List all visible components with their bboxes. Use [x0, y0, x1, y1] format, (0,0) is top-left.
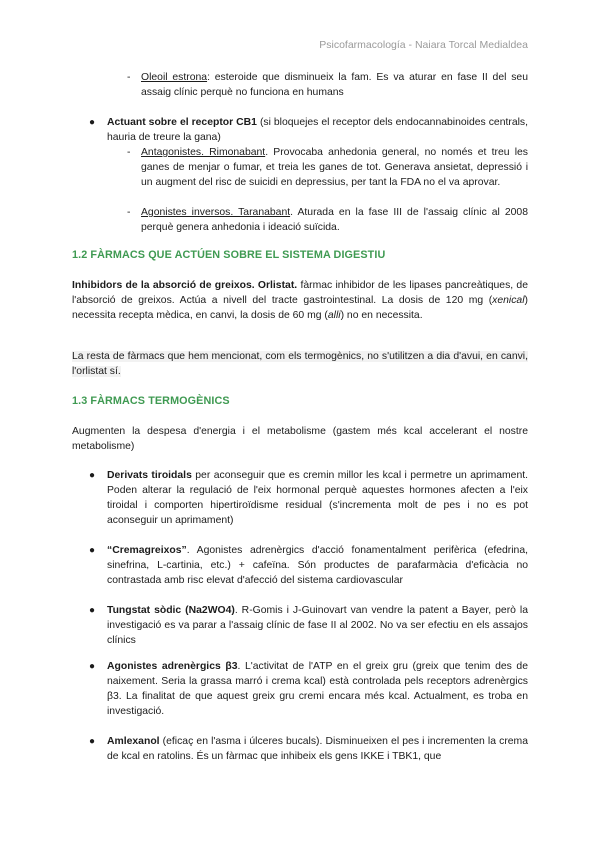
- bullet-text: . Agonistes adrenèrgics d'acció fonamentalment perifèrica (efedrina, sinefrina, L-cartinia, etc.) + cafeïna. Són productes de parafarmàcia d'eficàcia no contrastada amb risc elevat d'afecció del sistema cardiovascular: [107, 545, 528, 586]
- dash-bullet: -: [127, 72, 131, 83]
- brand-name: alli: [327, 310, 341, 321]
- brand-name: xenical: [492, 295, 525, 306]
- paragraph-orlistat: [72, 278, 528, 323]
- bullet-title: “Cremagreixos”: [107, 545, 187, 556]
- sub-item-taranabant: [127, 205, 528, 235]
- bullet-title: Tungstat sòdic (Na2WO4): [107, 605, 235, 616]
- bullet-text: . R-Gomis i J-Guinovart van vendre la patent a Bayer, però la investigació es va parar a l'assaig clínic de fase II al 2002. No va ser efectiu en els assajos clínics: [107, 605, 528, 646]
- bullet-cremagreixos: [72, 543, 528, 588]
- bullet-text: . L'activitat de l'ATP en el greix gru (greix que tenim des de naixement. Seria la grassa marró i crema kcal) està controlada pels receptors adrenèrgics β3. La finalitat de que aquest greix gru cremi encara més kcal. Actualment, es troba en investigació.: [107, 661, 528, 717]
- drug-name: Antagonistes. Rimonabant: [141, 147, 266, 158]
- sub-item-text: [141, 70, 528, 100]
- text-part: ) no en necessita.: [340, 310, 423, 321]
- bullet-amlexanol: [72, 734, 528, 764]
- bullet-tungstat-sodic: [72, 603, 528, 648]
- drug-name: Agonistes inversos. Taranabant: [141, 207, 291, 218]
- highlighted-text: La resta de fàrmacs que hem mencionat, com els termogènics, no s'utilitzen a dia d'avui, en canvi, l'orlistat sí.: [72, 351, 528, 377]
- section-heading-1-2: 1.2 FÀRMACS QUE ACTÚEN SOBRE EL SISTEMA DIGESTIU: [72, 249, 386, 261]
- sub-item-oleoil: [127, 70, 528, 100]
- bullet-cb1: [72, 115, 528, 145]
- bullet-icon: ●: [89, 661, 96, 672]
- page-header: Psicofarmacología - Naiara Torcal Medialdea: [319, 39, 528, 51]
- text-part: ) necessita recepta mèdica, en canvi, la dosis de 60 mg (: [72, 295, 528, 321]
- bullet-title: Derivats tiroidals: [107, 470, 192, 481]
- bullet-icon: ●: [89, 117, 96, 128]
- bullet-text: (si bloquejes el receptor dels endocannabinoides centrals, hauria de treure la gana): [107, 117, 528, 143]
- description: . Provocaba anhedonia general, no només et treu les ganes de menjar o fumar, et treia les ganes de tot. Generava ansietat, depressió i un augment del risc de suicidi en depressius, per tant la FDA no el va aprovar.: [141, 147, 528, 188]
- paragraph-termogenics-intro: Augmenten la despesa d'energia i el metabolisme (gastem més kcal accelerant el nostre metabolisme): [72, 426, 528, 452]
- bullet-derivats-tiroidals: [72, 468, 528, 528]
- dash-bullet: -: [127, 207, 131, 218]
- drug-name: Oleoil estrona: [141, 72, 208, 83]
- description: : esteroide que disminueix la fam. Es va aturar en fase II del seu assaig clínic perquè no funciona en humans: [141, 72, 528, 98]
- bullet-icon: ●: [89, 605, 96, 616]
- bullet-icon: ●: [89, 470, 96, 481]
- sub-item-rimonabant: [127, 145, 528, 190]
- paragraph-orlistat-note: [72, 349, 528, 379]
- bullet-text: (eficaç en l'asma i úlceres bucals). Disminueixen el pes i incrementen la crema de kcal en ratolins. És un fàrmac que inhibeix els gens IKKE i TBK1, que: [107, 736, 528, 762]
- section-heading-1-3: 1.3 FÀRMACS TERMOGÈNICS: [72, 395, 230, 407]
- paragraph-title: Inhibidors de la absorció de greixos. Orlistat.: [72, 280, 298, 291]
- bullet-icon: ●: [89, 545, 96, 556]
- bullet-title: Amlexanol: [107, 736, 160, 747]
- bullet-title: Actuant sobre el receptor CB1: [107, 117, 257, 128]
- description: . Aturada en la fase III de l'assaig clínic al 2008 perquè genera anhedonia i ideació suïcida.: [141, 207, 528, 233]
- bullet-title: Agonistes adrenèrgics β3: [107, 661, 238, 672]
- text-part: fàrmac inhibidor de les lipases pancreàtiques, de l'absorció de greixos. Actúa a nivell del tracte gastrointestinal. La dosis de 120 mg (: [72, 280, 528, 306]
- bullet-text: per aconseguir que es cremin millor les kcal i permetre un aprimament. Poden alterar la regulació de l'eix hormonal perquè aquestes hormones afecten a l'eix tiroidal i comporten hipertiroïdisme residual (s'incrementa molt de pes i no es pot aconseguir un aprimament): [107, 470, 528, 526]
- bullet-agonistes-b3: [72, 659, 528, 719]
- dash-bullet: -: [127, 147, 131, 158]
- bullet-icon: ●: [89, 736, 96, 747]
